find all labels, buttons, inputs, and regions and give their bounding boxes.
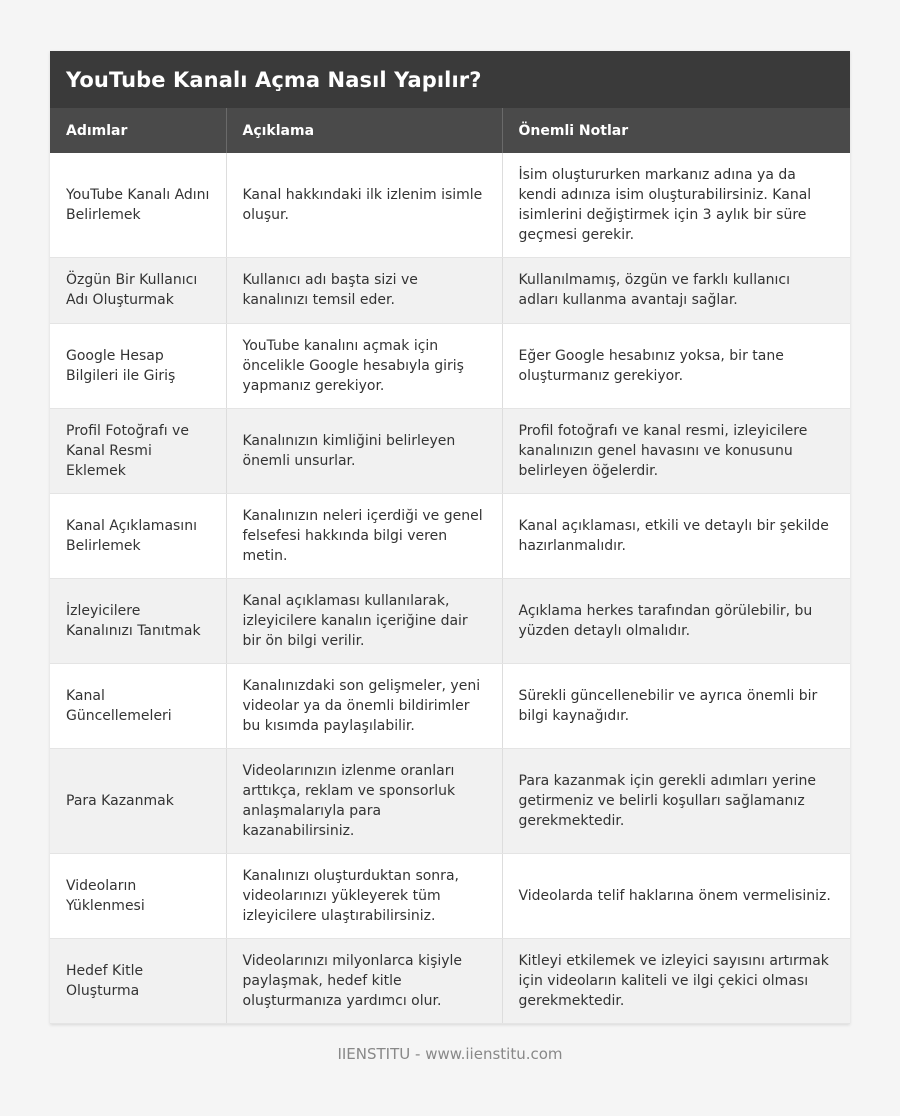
note-cell: Kanal açıklaması, etkili ve detaylı bir şekilde hazırlanmalıdır. — [502, 493, 850, 578]
step-cell: Google Hesap Bilgileri ile Giriş — [50, 323, 226, 408]
step-cell: YouTube Kanalı Adını Belirlemek — [50, 153, 226, 257]
description-cell: Kanal açıklaması kullanılarak, izleyicilere kanalın içeriğine dair bir ön bilgi verilir. — [226, 578, 502, 663]
table-body — [50, 153, 850, 1023]
step-cell: Profil Fotoğrafı ve Kanal Resmi Eklemek — [50, 408, 226, 493]
description-cell: Kanalınızın kimliğini belirleyen önemli unsurlar. — [226, 408, 502, 493]
table-row — [50, 153, 850, 257]
note-cell: Para kazanmak için gerekli adımları yerine getirmeniz ve belirli koşulları sağlamanız gerekmektedir. — [502, 748, 850, 853]
description-cell: Kanal hakkındaki ilk izlenim isimle oluşur. — [226, 153, 502, 257]
title-bar — [50, 51, 850, 108]
description-cell: Kullanıcı adı başta sizi ve kanalınızı temsil eder. — [226, 257, 502, 323]
table-row — [50, 748, 850, 853]
description-cell: Kanalınızı oluşturduktan sonra, videolarınızı yükleyerek tüm izleyicilere ulaştırabilirsiniz. — [226, 853, 502, 938]
table-row — [50, 493, 850, 578]
table-row — [50, 938, 850, 1023]
description-cell: Videolarınızın izlenme oranları arttıkça, reklam ve sponsorluk anlaşmalarıyla para kazanabilirsiniz. — [226, 748, 502, 853]
table-header — [50, 108, 850, 153]
step-cell: Kanal Güncellemeleri — [50, 663, 226, 748]
note-cell: Profil fotoğrafı ve kanal resmi, izleyicilere kanalınızın genel havasını ve konusunu belirleyen öğelerdir. — [502, 408, 850, 493]
table-row — [50, 257, 850, 323]
note-cell: Kullanılmamış, özgün ve farklı kullanıcı adları kullanma avantajı sağlar. — [502, 257, 850, 323]
header-aciklama: Açıklama — [226, 108, 502, 153]
step-cell: İzleyicilere Kanalınızı Tanıtmak — [50, 578, 226, 663]
step-cell: Özgün Bir Kullanıcı Adı Oluşturmak — [50, 257, 226, 323]
step-cell: Kanal Açıklamasını Belirlemek — [50, 493, 226, 578]
table-row — [50, 578, 850, 663]
header-onemli-notlar: Önemli Notlar — [502, 108, 850, 153]
table-row — [50, 853, 850, 938]
description-cell: Kanalınızın neleri içerdiği ve genel felsefesi hakkında bilgi veren metin. — [226, 493, 502, 578]
note-cell: Videolarda telif haklarına önem vermelisiniz. — [502, 853, 850, 938]
content-card — [50, 51, 850, 1024]
step-cell: Videoların Yüklenmesi — [50, 853, 226, 938]
footer-credit: IIENSTITU - www.iienstitu.com — [337, 1045, 563, 1063]
note-cell: İsim oluştururken markanız adına ya da kendi adınıza isim oluşturabilirsiniz. Kanal isimlerini değiştirmek için 3 aylık bir süre geçmesi gerekir. — [502, 153, 850, 257]
steps-table — [50, 108, 850, 1024]
header-row — [50, 108, 850, 153]
header-adimlar: Adımlar — [50, 108, 226, 153]
description-cell: Kanalınızdaki son gelişmeler, yeni videolar ya da önemli bildirimler bu kısımda paylaşılabilir. — [226, 663, 502, 748]
step-cell: Hedef Kitle Oluşturma — [50, 938, 226, 1023]
note-cell: Kitleyi etkilemek ve izleyici sayısını artırmak için videoların kaliteli ve ilgi çekici olması gerekmektedir. — [502, 938, 850, 1023]
note-cell: Sürekli güncellenebilir ve ayrıca önemli bir bilgi kaynağıdır. — [502, 663, 850, 748]
page-title: YouTube Kanalı Açma Nasıl Yapılır? — [66, 67, 482, 92]
table-row — [50, 323, 850, 408]
table-row — [50, 663, 850, 748]
step-cell: Para Kazanmak — [50, 748, 226, 853]
note-cell: Açıklama herkes tarafından görülebilir, bu yüzden detaylı olmalıdır. — [502, 578, 850, 663]
description-cell: Videolarınızı milyonlarca kişiyle paylaşmak, hedef kitle oluşturmanıza yardımcı olur. — [226, 938, 502, 1023]
note-cell: Eğer Google hesabınız yoksa, bir tane oluşturmanız gerekiyor. — [502, 323, 850, 408]
table-row — [50, 408, 850, 493]
description-cell: YouTube kanalını açmak için öncelikle Google hesabıyla giriş yapmanız gerekiyor. — [226, 323, 502, 408]
